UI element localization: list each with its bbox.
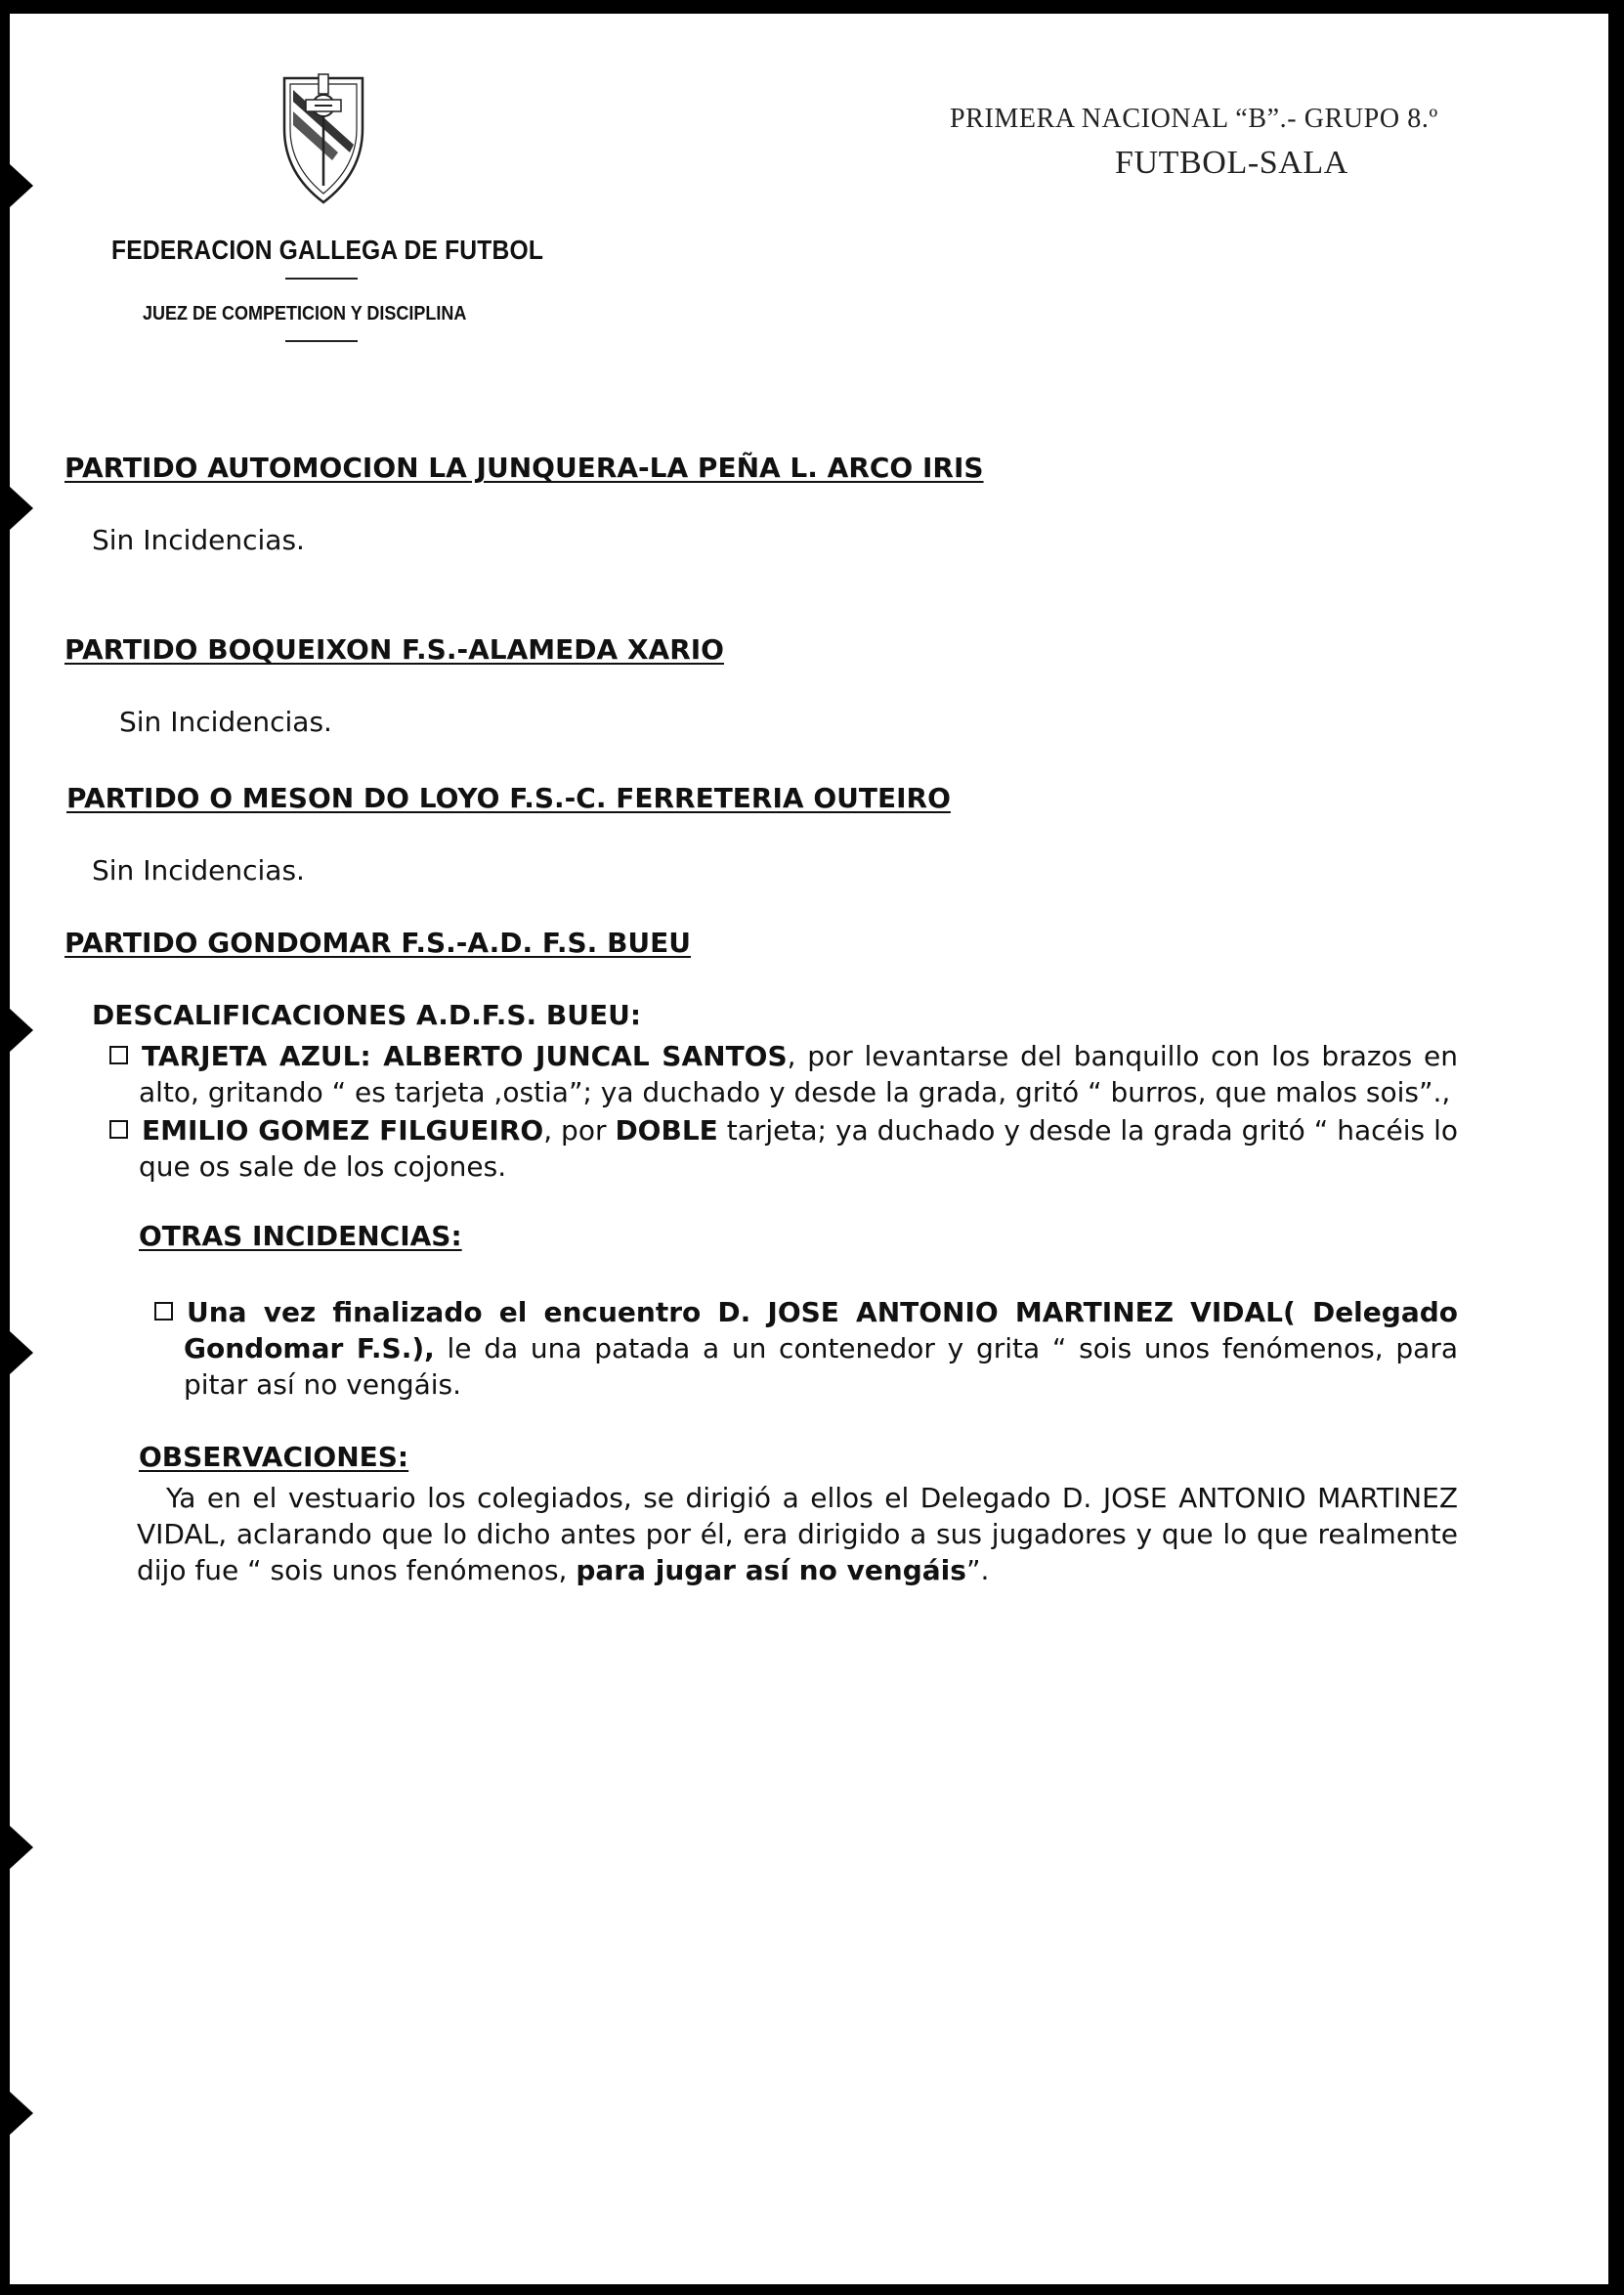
divider (285, 340, 358, 342)
federation-crest-logo (279, 70, 367, 207)
scan-notch (10, 1826, 33, 1869)
list-item: EMILIO GOMEZ FILGUEIRO, por DOBLE tarjeta; ya duchado y desde la grada gritó “ hacéis lo que os sale de los cojones. (109, 1112, 1458, 1185)
committee-name: JUEZ DE COMPETICION Y DISCIPLINA (143, 303, 467, 325)
disqualifications-heading: DESCALIFICACIONES A.D.F.S. BUEU: (92, 999, 642, 1031)
sport-title: FUTBOL-SALA (1115, 145, 1348, 181)
match-title: PARTIDO AUTOMOCION LA JUNQUERA-LA PEÑA L. ARCO IRIS (64, 452, 984, 484)
observations-paragraph: Ya en el vestuario los colegiados, se dirigió a ellos el Delegado D. JOSE ANTONIO MARTINEZ VIDAL, aclarando que lo dicho antes por él, era dirigido a sus jugadores y que lo que realmente dijo fue “ sois unos fenómenos, para jugar así no vengáis”. (137, 1482, 1458, 1586)
scan-border-top (0, 0, 1624, 14)
observations-heading: OBSERVACIONES: (139, 1441, 409, 1473)
list-item: Una vez finalizado el encuentro D. JOSE ANTONIO MARTINEZ VIDAL( Delegado Gondomar F.S.), le da una patada a un contenedor y grita “ sois unos fenómenos, para pitar así no vengáis. (154, 1294, 1458, 1403)
league-title: PRIMERA NACIONAL “B”.- GRUPO 8.º (950, 104, 1438, 134)
scan-border-bottom (0, 2284, 1624, 2295)
scan-border-right (1608, 0, 1624, 2295)
other-incidents-heading: OTRAS INCIDENCIAS: (139, 1220, 462, 1252)
match-title: PARTIDO BOQUEIXON F.S.-ALAMEDA XARIO (64, 633, 724, 666)
scan-notch (10, 164, 33, 207)
divider (285, 278, 358, 280)
match-title: PARTIDO GONDOMAR F.S.-A.D. F.S. BUEU (64, 927, 692, 959)
checkbox-bullet-icon (109, 1046, 128, 1064)
scan-notch (10, 1331, 33, 1374)
scan-border-left (0, 0, 10, 2295)
list-item: TARJETA AZUL: ALBERTO JUNCAL SANTOS, por levantarse del banquillo con los brazos en alto, gritando “ es tarjeta ,ostia”; ya duchado y desde la grada, gritó “ burros, que malos sois”., (109, 1038, 1458, 1110)
checkbox-bullet-icon (154, 1302, 173, 1321)
checkbox-bullet-icon (109, 1120, 128, 1139)
match-note: Sin Incidencias. (119, 706, 332, 738)
organization-name: FEDERACION GALLEGA DE FUTBOL (111, 235, 544, 265)
match-note: Sin Incidencias. (92, 854, 305, 887)
match-note: Sin Incidencias. (92, 524, 305, 556)
scan-notch (10, 2092, 33, 2135)
scan-notch (10, 1009, 33, 1052)
match-title: PARTIDO O MESON DO LOYO F.S.-C. FERRETERIA OUTEIRO (66, 782, 951, 814)
scan-notch (10, 487, 33, 530)
